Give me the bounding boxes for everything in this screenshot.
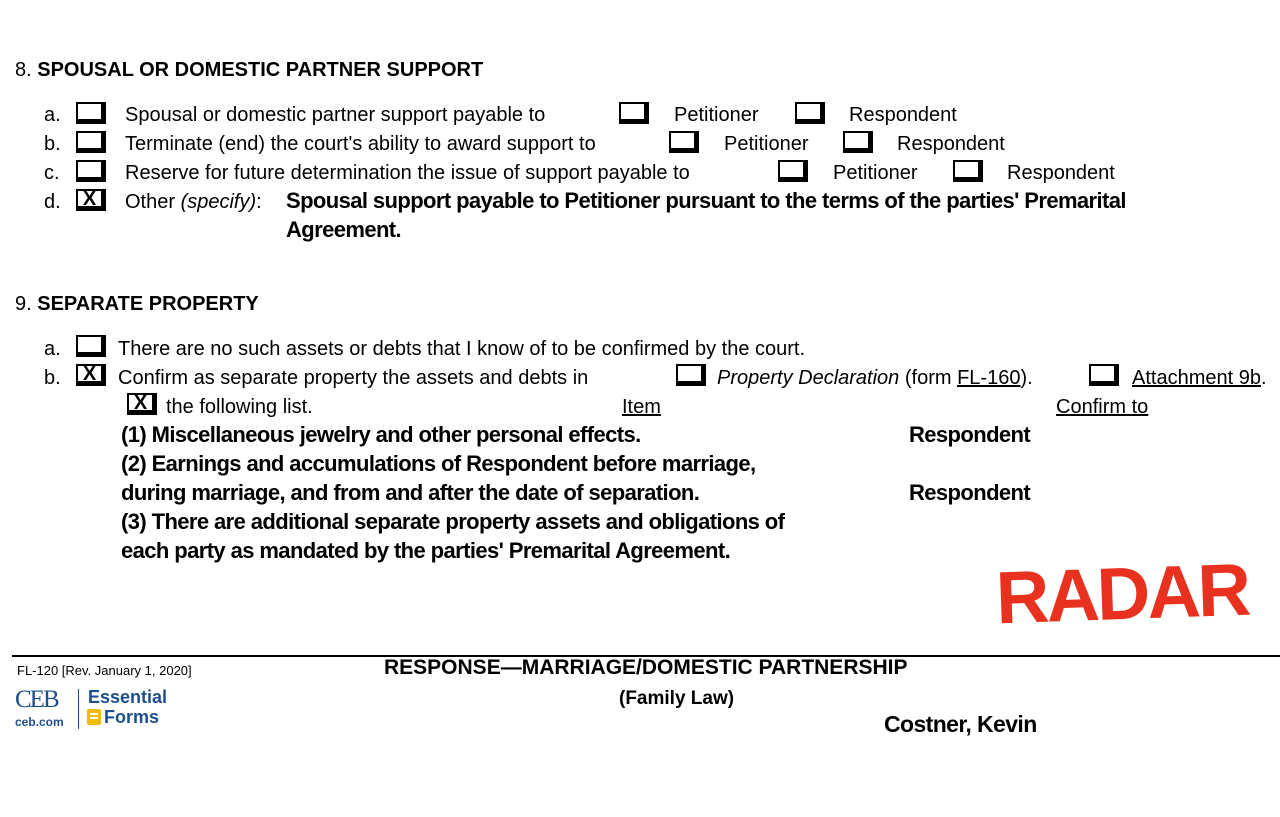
option-petitioner-label: Petitioner [724, 133, 809, 155]
item-8d-label: Other (specify): [125, 191, 262, 213]
forms-text: Forms [104, 707, 160, 727]
item-8b-text: Terminate (end) the court's ability to award support to [125, 133, 596, 155]
footer-title: RESPONSE—MARRIAGE/DOMESTIC PARTNERSHIP [384, 656, 908, 679]
party-name: Costner, Kevin [884, 711, 1037, 737]
item-letter: b. [44, 367, 61, 389]
property-item-1: (1) Miscellaneous jewelry and other personal effects. [121, 422, 641, 447]
checkbox-8a[interactable] [76, 102, 106, 124]
checkbox-8c-petitioner[interactable] [778, 160, 808, 182]
item-column-header: Item [622, 396, 661, 418]
form-id: FL-120 [Rev. January 1, 2020] [17, 663, 192, 678]
option-respondent-label: Respondent [1007, 162, 1115, 184]
forms-document-icon [87, 709, 101, 725]
ceb-essential-forms-logo [15, 687, 175, 733]
item-letter: a. [44, 104, 61, 126]
footer-subtitle: (Family Law) [619, 688, 735, 709]
option-petitioner-label: Petitioner [674, 104, 759, 126]
item-letter: d. [44, 191, 61, 213]
checkbox-property-declaration[interactable] [676, 364, 706, 386]
check-mark: X [82, 363, 97, 385]
option-respondent-label: Respondent [849, 104, 957, 126]
check-mark: X [133, 392, 148, 414]
essential-text: Essential [88, 687, 168, 707]
item-9a-text: There are no such assets or debts that I know of to be confirmed by the court. [118, 338, 806, 360]
attachment-9b-label: Attachment 9b. [1132, 367, 1267, 389]
checkbox-8b-petitioner[interactable] [669, 131, 699, 153]
item-8d-specified-line1: Spousal support payable to Petitioner pursuant to the terms of the parties' Premarital [286, 188, 1126, 213]
section-number: 9. [15, 293, 32, 315]
property-item-2-line1: (2) Earnings and accumulations of Respondent before marriage, [121, 451, 756, 476]
property-item-3-line1: (3) There are additional separate property assets and obligations of [121, 509, 785, 534]
ceb-logo-text: CEB [15, 686, 58, 713]
checkbox-8a-respondent[interactable] [795, 102, 825, 124]
check-mark: X [82, 188, 97, 210]
property-item-1-confirm: Respondent [909, 422, 1031, 447]
item-8c-text: Reserve for future determination the issue of support payable to [125, 162, 690, 184]
item-9b-text: Confirm as separate property the assets and debts in [118, 367, 589, 389]
checkbox-9a[interactable] [76, 335, 106, 357]
checkbox-9b-checked[interactable] [76, 364, 106, 386]
property-item-2-confirm: Respondent [909, 480, 1031, 505]
section-title: SPOUSAL OR DOMESTIC PARTNER SUPPORT [37, 59, 484, 81]
option-respondent-label: Respondent [897, 133, 1005, 155]
ceb-site-text: ceb.com [15, 715, 64, 729]
section-title: SEPARATE PROPERTY [37, 293, 259, 315]
option-petitioner-label: Petitioner [833, 162, 918, 184]
checkbox-attachment-9b[interactable] [1089, 364, 1119, 386]
checkbox-following-list-checked[interactable] [127, 393, 157, 415]
section-9-heading [15, 293, 259, 316]
checkbox-8a-petitioner[interactable] [619, 102, 649, 124]
radar-watermark-logo: RADAR [994, 547, 1250, 640]
confirm-to-column-header: Confirm to [1056, 396, 1149, 418]
property-item-3-line2: each party as mandated by the parties' Premarital Agreement. [121, 538, 731, 563]
item-letter: b. [44, 133, 61, 155]
checkbox-8c-respondent[interactable] [953, 160, 983, 182]
property-item-2-line2: during marriage, and from and after the date of separation. [121, 480, 700, 505]
section-8-heading [15, 59, 483, 82]
checkbox-8b[interactable] [76, 131, 106, 153]
item-letter: a. [44, 338, 61, 360]
property-declaration-label: Property Declaration (form FL-160). [717, 367, 1033, 389]
item-8d-specified-line2: Agreement. [286, 217, 402, 242]
logo-divider [78, 689, 79, 729]
following-list-label: the following list. [166, 396, 313, 418]
checkbox-8c[interactable] [76, 160, 106, 182]
section-number: 8. [15, 59, 32, 81]
item-letter: c. [44, 162, 60, 184]
checkbox-8d-checked[interactable] [76, 189, 106, 211]
item-8a-text: Spousal or domestic partner support payable to [125, 104, 546, 126]
form-fl160-link[interactable]: FL-160 [957, 367, 1021, 389]
checkbox-8b-respondent[interactable] [843, 131, 873, 153]
